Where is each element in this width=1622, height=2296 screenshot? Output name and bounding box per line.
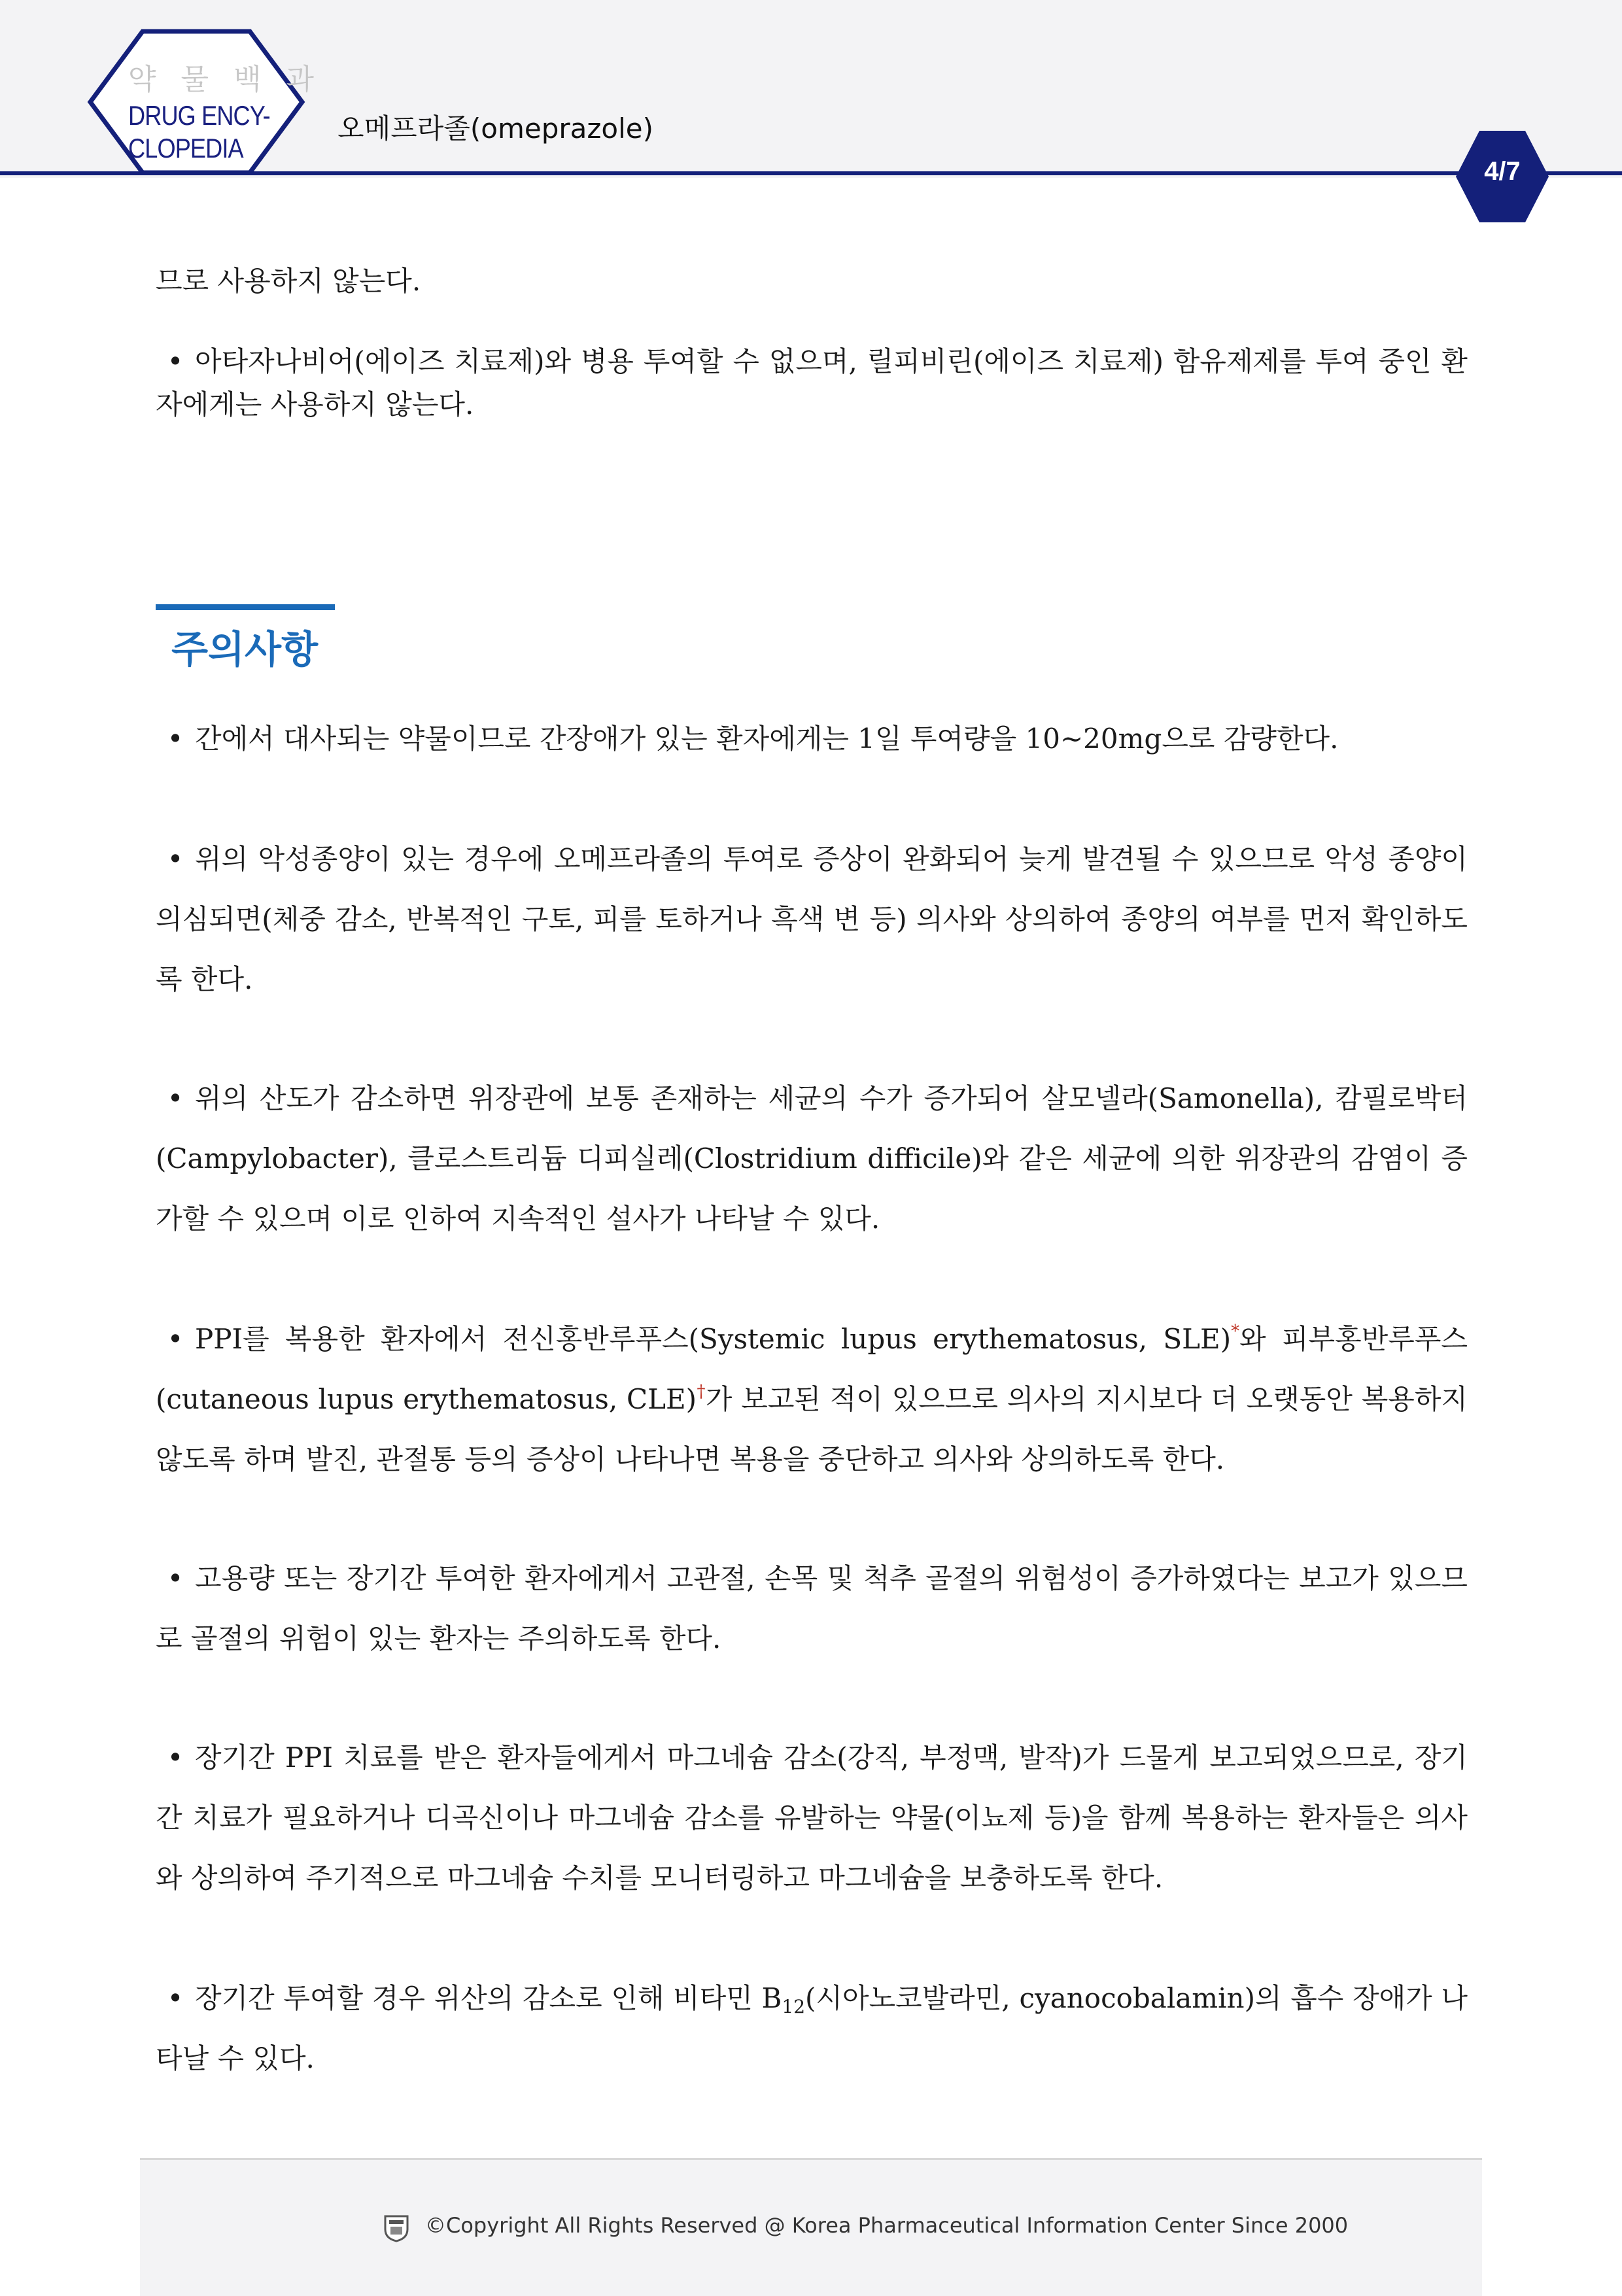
- bullet-icon: •: [167, 1741, 184, 1773]
- footnote-mark-cle: †: [697, 1382, 706, 1401]
- bullet-b12-part1: 장기간 투여할 경우 위산의 감소로 인해 비타민 B: [195, 1982, 782, 2014]
- bullet-icon: •: [167, 723, 184, 755]
- b12-subscript: 12: [782, 1996, 806, 2017]
- section-heading-precautions: 주의사항: [171, 627, 319, 672]
- bullet-b12-part2: (시아노코발라민, cyanocobalamin)의 흡수 장애가 나타날 수 있다.: [156, 1982, 1468, 2074]
- logo[interactable]: [128, 60, 324, 165]
- logo-english-line1: DRUG ENCY-: [128, 100, 270, 131]
- list-item: [156, 1968, 1468, 2089]
- section-underline-bar: [156, 604, 335, 610]
- copyright-text: ©Copyright All Rights Reserved @ Korea Pharmaceutical Information Center Since 2000: [425, 2213, 1349, 2238]
- bullet-atazanavir: 아타자나비어(에이즈 치료제)와 병용 투여할 수 없으며, 릴피비린(에이즈 치료제) 함유제제를 투여 중인 환자에게는 사용하지 않는다.: [156, 345, 1468, 420]
- bullet-liver: 간에서 대사되는 약물이므로 간장애가 있는 환자에게는 1일 투여량을 10~20mg으로 감량한다.: [195, 723, 1339, 755]
- list-item: [156, 1549, 1468, 1669]
- list-item: [156, 1309, 1468, 1490]
- list-item: [156, 829, 1468, 1010]
- bullet-infection: 위의 산도가 감소하면 위장관에 보통 존재하는 세균의 수가 증가되어 살모넬라(Samonella), 캄필로박터(Campylobacter), 클로스트리듐 디피실레(Clostridium difficile)와 같은 세균에 의한 위장관의 감염이 증가할 수 있으며 이로 인하여 지속적인 설사가 나타날 수 있다.: [156, 1082, 1468, 1235]
- bullet-icon: •: [167, 1562, 184, 1594]
- list-item: [156, 1728, 1468, 1908]
- continuation-text: 므로 사용하지 않는다.: [156, 265, 421, 297]
- list-item: [156, 1069, 1468, 1249]
- bullet-lupus-part2: 와 피부홍반루푸스(cutaneous lupus erythematosus, CLE): [156, 1323, 1468, 1415]
- bullet-icon: •: [167, 1323, 184, 1355]
- document-title: 오메프라졸(omeprazole): [337, 112, 653, 145]
- logo-english-line2: CLOPEDIA: [128, 133, 243, 163]
- bullet-tumor: 위의 악성종양이 있는 경우에 오메프라졸의 투여로 증상이 완화되어 늦게 발견될 수 있으므로 악성 종양이 의심되면(체중 감소, 반복적인 구토, 피를 토하거나 흑색 변 등) 의사와 상의하여 종양의 여부를 먼저 확인하도록 한다.: [156, 843, 1468, 995]
- bullet-icon: •: [167, 1082, 184, 1114]
- bullet-fracture: 고용량 또는 장기간 투여한 환자에게서 고관절, 손목 및 척추 골절의 위험성이 증가하였다는 보고가 있으므로 골절의 위험이 있는 환자는 주의하도록 한다.: [156, 1562, 1468, 1654]
- intro-continuation: [156, 251, 1468, 311]
- bullet-icon: •: [167, 843, 184, 875]
- list-item: [156, 709, 1468, 769]
- bullet-lupus-part1: PPI를 복용한 환자에서 전신홍반루푸스(Systemic lupus erythematosus, SLE): [195, 1323, 1232, 1355]
- page-indicator: 4/7: [1484, 157, 1521, 186]
- shield-emblem-icon: [383, 2214, 409, 2242]
- bullet-icon: •: [167, 345, 184, 377]
- logo-korean: 약 물 백 과: [128, 63, 322, 96]
- list-item: [156, 340, 1468, 426]
- footnote-mark-sle: *: [1231, 1322, 1240, 1341]
- bullet-lupus-part3: 가 보고된 적이 있으므로 의사의 지시보다 더 오랫동안 복용하지 않도록 하며 발진, 관절통 등의 증상이 나타나면 복용을 중단하고 의사와 상의하도록 한다.: [156, 1383, 1468, 1475]
- bullet-icon: •: [167, 1982, 184, 2014]
- bullet-magnesium: 장기간 PPI 치료를 받은 환자들에게서 마그네슘 감소(강직, 부정맥, 발작)가 드물게 보고되었으므로, 장기간 치료가 필요하거나 디곡신이나 마그네슘 감소를 유발하는 약물(이뇨제 등)을 함께 복용하는 환자들은 의사와 상의하여 주기적으로 마그네슘 수치를 모니터링하고 마그네슘을 보충하도록 한다.: [156, 1741, 1468, 1894]
